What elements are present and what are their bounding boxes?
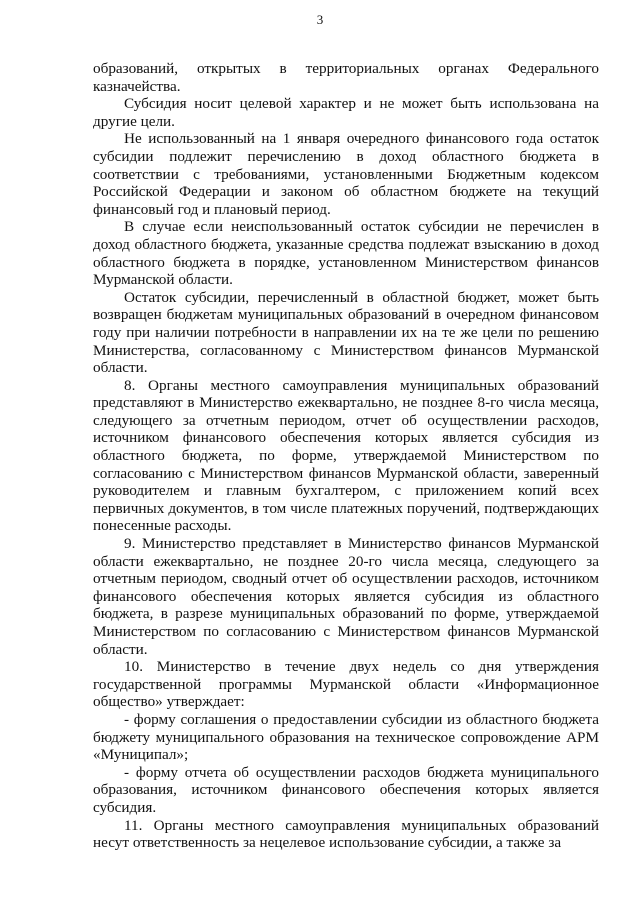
paragraph-item-10-agreement-form: - форму соглашения о предоставлении субсидии из областного бюджета бюджету муниципального образования на техническое сопровождение АРМ «Муниципал»; (93, 710, 599, 764)
paragraph-unused-balance: Не использованный на 1 января очередного финансового года остаток субсидии подлежит перечислению в доход областного бюджета в соответствии с требованиями, установленными Бюджетным кодексом Российской Федерации и законом об областном бюджете на текущий финансовый год и плановый период. (93, 130, 599, 218)
paragraph-return-balance: Остаток субсидии, перечисленный в областной бюджет, может быть возвращен бюджетам муниципальных образований в очередном финансовом году при наличии потребности в направлении их на те же цели по решению Министерства, согласованному с Министерством финансов Мурманской области. (93, 288, 599, 377)
paragraph-item-9: 9. Министерство представляет в Министерство финансов Мурманской области ежеквартально, не позднее 20-го числа месяца, следующего за отчетным периодом, сводный отчет об осуществлении расходов, источником финансового обеспечения которых является субсидия из областного бюджета, в разрезе муниципальных образований по форме, утверждаемой Министерством по согласованию с Министерством финансов Мурманской области. (93, 535, 599, 658)
paragraph-item-11: 11. Органы местного самоуправления муниципальных образований несут ответственность за нецелевое использование субсидии, а также за (93, 816, 599, 852)
paragraph-recovery: В случае если неиспользованный остаток субсидии не перечислен в доход областного бюджета, указанные средства подлежат взысканию в доход областного бюджета в порядке, установленном Министерством финансов Мурманской области. (93, 218, 599, 289)
document-body (93, 60, 599, 852)
paragraph-item-8: 8. Органы местного самоуправления муниципальных образований представляют в Министерство ежеквартально, не позднее 8-го числа месяца, следующего за отчетным периодом, отчет об осуществлении расходов, источником финансового обеспечения которых является субсидия из областного бюджета, по форме, утверждаемой Министерством по согласованию с Министерством финансов Мурманской области, заверенный руководителем и главным бухгалтером, с приложением копий всех первичных документов, в том числе платежных поручений, подтверждающих понесенные расходы. (93, 376, 599, 535)
paragraph-subsidy-purpose: Субсидия носит целевой характер и не может быть использована на другие цели. (93, 95, 599, 130)
paragraph-item-10: 10. Министерство в течение двух недель со дня утверждения государственной программы Мурманской области «Информационное общество» утверждает: (93, 658, 599, 711)
paragraph-item-10-report-form: - форму отчета об осуществлении расходов бюджета муниципального образования, источником финансового обеспечения которых является субсидия. (93, 763, 599, 816)
page-number: 3 (316, 12, 324, 27)
paragraph-continuation: образований, открытых в территориальных органах Федерального казначейства. (93, 60, 599, 95)
